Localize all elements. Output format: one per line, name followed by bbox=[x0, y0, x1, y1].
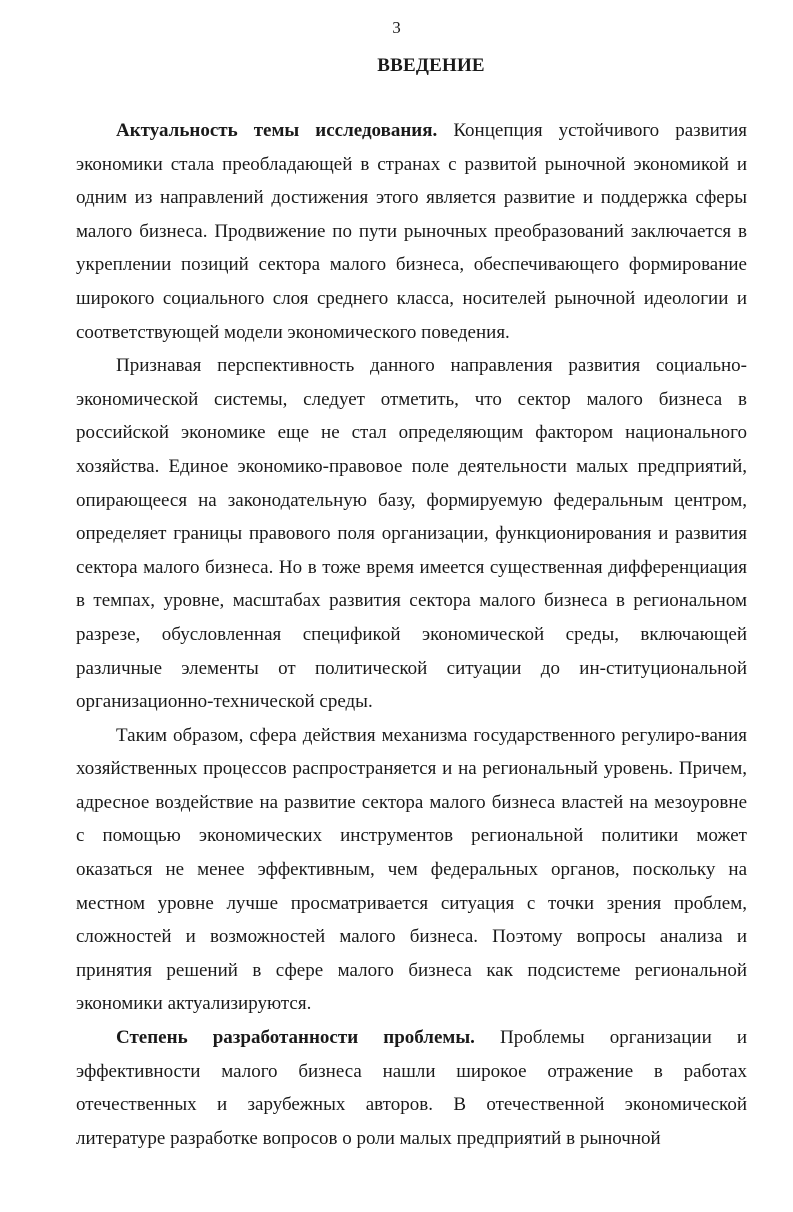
paragraph-problem-development bbox=[76, 1021, 747, 1155]
paragraph-lead: Степень разработанности проблемы. bbox=[116, 1027, 475, 1049]
page-number: 3 bbox=[392, 18, 401, 37]
paragraph-regulation bbox=[76, 719, 747, 1021]
paragraph-relevance bbox=[76, 114, 747, 349]
paragraph-text: Признавая перспективность данного направления развития социально-экономической системы, следует отметить, что сектор малого бизнеса в российской экономике еще не стал определяющим фактором национального хозяйства. Единое экономико-правовое поле деятельности малых предприятий, опирающееся на законодательную базу, формируемую федеральным центром, определяет границы правового поля организации, функционирования и развития сектора малого бизнеса. Но в тоже время имеется существенная дифференциация в темпах, уровне, масштабах развития сектора малого бизнеса в региональном разрезе, обусловленная спецификой экономической среды, включающей различные элементы от политической ситуации до ин-ституциональной организационно-технической среды. bbox=[76, 355, 747, 713]
paragraph-text: Таким образом, сфера действия механизма государственного регулиро-вания хозяйственных процессов распространяется и на региональный уровень. Причем, адресное воздействие на развитие сектора малого бизнеса властей на мезоуровне с помощью экономических инструментов региональной политики может оказаться не менее эффективным, чем федеральных органов, поскольку на местном уровне лучше просматривается ситуация с точки зрения проблем, сложностей и возможностей малого бизнеса. Поэтому вопросы анализа и принятия решений в сфере малого бизнеса как подсистеме региональной экономики актуализируются. bbox=[76, 724, 747, 1015]
body-text bbox=[76, 114, 747, 1155]
paragraph-text: Проблемы организации и эффективности малого бизнеса нашли широкое отражение в работах отечественных и зарубежных авторов. В отечественной экономической литературе разработке вопросов о роли малых предприятий в рыночной bbox=[76, 1027, 748, 1149]
section-heading: ВВЕДЕНИЕ bbox=[377, 55, 485, 76]
paragraph-text: Концепция устойчивого развития экономики стала преобладающей в странах с развитой рыночной экономикой и одним из направлений достижения этого является развитие и поддержка сферы малого бизнеса. Продвижение по пути рыночных преобразований заключается в укреплении позиций сектора малого бизнеса, обеспечивающего формирование широкого социального слоя среднего класса, носителей рыночной идеологии и соответствующей модели экономического поведения. bbox=[76, 120, 747, 343]
paragraph-perspective bbox=[76, 349, 747, 719]
paragraph-lead: Актуальность темы исследования. bbox=[116, 120, 438, 141]
